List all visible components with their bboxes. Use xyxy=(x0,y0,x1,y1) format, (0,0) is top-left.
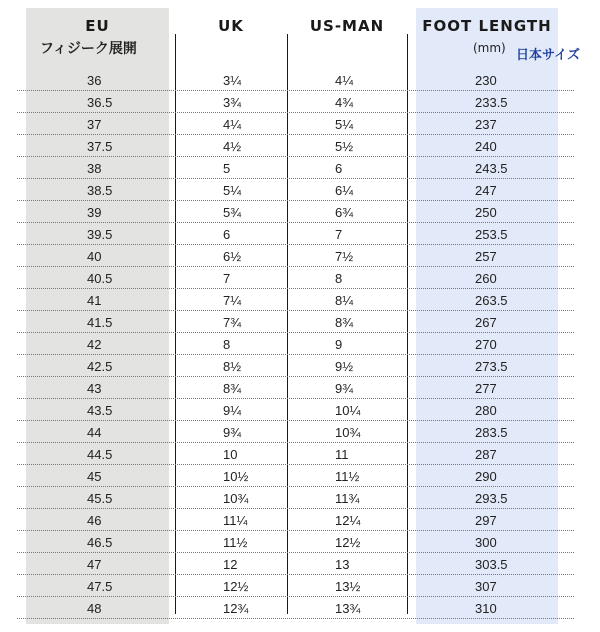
us-size-cell: 5½ xyxy=(335,139,354,154)
foot-length-cell: 270 xyxy=(475,337,497,352)
row-separator xyxy=(17,618,574,619)
uk-size-cell: 10 xyxy=(223,447,238,462)
uk-size-cell: 12¾ xyxy=(223,601,249,616)
foot-length-cell: 250 xyxy=(475,205,497,220)
foot-length-cell: 233.5 xyxy=(475,95,508,110)
eu-size-cell: 42.5 xyxy=(87,359,113,374)
us-size-cell: 9½ xyxy=(335,359,354,374)
table-row xyxy=(17,245,574,267)
us-size-cell: 4¾ xyxy=(335,95,354,110)
uk-size-cell: 12 xyxy=(223,557,238,572)
table-row xyxy=(17,91,574,113)
uk-size-cell: 9¾ xyxy=(223,425,242,440)
japan-size-label: 日本サイズ xyxy=(516,48,580,63)
foot-length-cell: 273.5 xyxy=(475,359,508,374)
table-row xyxy=(17,267,574,289)
foot-length-cell: 287 xyxy=(475,447,497,462)
uk-size-cell: 12½ xyxy=(223,579,249,594)
table-row xyxy=(17,355,574,377)
uk-size-cell: 5¼ xyxy=(223,183,242,198)
us-size-cell: 7 xyxy=(335,227,343,242)
table-row xyxy=(17,487,574,509)
us-size-cell: 6 xyxy=(335,161,343,176)
us-size-cell: 8¼ xyxy=(335,293,354,308)
us-size-cell: 8 xyxy=(335,271,343,286)
table-row xyxy=(17,333,574,355)
us-size-cell: 11¾ xyxy=(335,491,360,506)
us-size-cell: 13¾ xyxy=(335,601,361,616)
foot-length-cell: 277 xyxy=(475,381,497,396)
uk-size-cell: 7 xyxy=(223,271,231,286)
table-row xyxy=(17,399,574,421)
foot-length-cell: 253.5 xyxy=(475,227,508,242)
uk-size-cell: 10½ xyxy=(223,469,249,484)
eu-size-cell: 43.5 xyxy=(87,403,113,418)
us-size-cell: 12¼ xyxy=(335,513,361,528)
eu-size-cell: 37.5 xyxy=(87,139,113,154)
uk-size-cell: 5¾ xyxy=(223,205,242,220)
eu-size-cell: 44 xyxy=(87,425,102,440)
table-row xyxy=(17,531,574,553)
header-foot-length: FOOT LENGTH xyxy=(422,17,552,35)
us-size-cell: 9¾ xyxy=(335,381,354,396)
uk-size-cell: 4½ xyxy=(223,139,242,154)
eu-size-cell: 39 xyxy=(87,205,102,220)
us-size-cell: 5¼ xyxy=(335,117,354,132)
foot-length-cell: 257 xyxy=(475,249,497,264)
uk-size-cell: 10¾ xyxy=(223,491,249,506)
eu-size-cell: 45 xyxy=(87,469,102,484)
uk-size-cell: 9¼ xyxy=(223,403,242,418)
foot-length-cell: 240 xyxy=(475,139,497,154)
foot-length-cell: 310 xyxy=(475,601,497,616)
uk-size-cell: 8½ xyxy=(223,359,242,374)
table-row xyxy=(17,223,574,245)
foot-length-cell: 297 xyxy=(475,513,497,528)
uk-size-cell: 6 xyxy=(223,227,231,242)
foot-length-cell: 280 xyxy=(475,403,497,418)
table-row xyxy=(17,443,574,465)
us-size-cell: 13 xyxy=(335,557,350,572)
table-row xyxy=(17,575,574,597)
table-row xyxy=(17,69,574,91)
table-row xyxy=(17,553,574,575)
us-size-cell: 11 xyxy=(335,447,349,462)
eu-size-cell: 38 xyxy=(87,161,102,176)
table-row xyxy=(17,311,574,333)
us-size-cell: 10¼ xyxy=(335,403,361,418)
uk-size-cell: 11¼ xyxy=(223,513,248,528)
foot-length-cell: 290 xyxy=(475,469,497,484)
us-size-cell: 4¼ xyxy=(335,73,354,88)
header-us-man: US-MAN xyxy=(309,17,385,35)
table-row xyxy=(17,201,574,223)
table-row xyxy=(17,289,574,311)
eu-size-cell: 36 xyxy=(87,73,102,88)
uk-size-cell: 3¾ xyxy=(223,95,242,110)
uk-size-cell: 8¾ xyxy=(223,381,242,396)
eu-size-cell: 47 xyxy=(87,557,102,572)
uk-size-cell: 7¼ xyxy=(223,293,242,308)
table-row xyxy=(17,135,574,157)
us-size-cell: 6¼ xyxy=(335,183,354,198)
eu-size-cell: 44.5 xyxy=(87,447,113,462)
eu-size-cell: 46.5 xyxy=(87,535,113,550)
us-size-cell: 9 xyxy=(335,337,343,352)
eu-size-cell: 41 xyxy=(87,293,102,308)
table-row xyxy=(17,465,574,487)
foot-length-cell: 300 xyxy=(475,535,497,550)
foot-length-cell: 237 xyxy=(475,117,497,132)
eu-size-cell: 36.5 xyxy=(87,95,113,110)
eu-size-cell: 45.5 xyxy=(87,491,113,506)
table-row xyxy=(17,421,574,443)
foot-length-cell: 267 xyxy=(475,315,497,330)
us-size-cell: 12½ xyxy=(335,535,361,550)
eu-size-cell: 41.5 xyxy=(87,315,113,330)
foot-length-cell: 303.5 xyxy=(475,557,508,572)
table-row xyxy=(17,179,574,201)
uk-size-cell: 6½ xyxy=(223,249,242,264)
eu-size-cell: 38.5 xyxy=(87,183,113,198)
us-size-cell: 11½ xyxy=(335,469,360,484)
eu-size-cell: 42 xyxy=(87,337,102,352)
eu-size-cell: 48 xyxy=(87,601,102,616)
uk-size-cell: 5 xyxy=(223,161,231,176)
foot-length-cell: 293.5 xyxy=(475,491,508,506)
table-row xyxy=(17,377,574,399)
uk-size-cell: 11½ xyxy=(223,535,248,550)
header-eu: EU xyxy=(85,17,110,35)
foot-length-cell: 243.5 xyxy=(475,161,508,176)
us-size-cell: 8¾ xyxy=(335,315,354,330)
uk-size-cell: 7¾ xyxy=(223,315,242,330)
us-size-cell: 10¾ xyxy=(335,425,361,440)
eu-subtitle: フィジーク展開 xyxy=(40,41,137,57)
us-size-cell: 13½ xyxy=(335,579,361,594)
foot-length-unit: (mm) xyxy=(473,41,506,55)
uk-size-cell: 8 xyxy=(223,337,231,352)
foot-length-cell: 263.5 xyxy=(475,293,508,308)
eu-size-cell: 40.5 xyxy=(87,271,113,286)
eu-size-cell: 37 xyxy=(87,117,102,132)
table-row xyxy=(17,113,574,135)
foot-length-cell: 283.5 xyxy=(475,425,508,440)
eu-size-cell: 39.5 xyxy=(87,227,113,242)
table-row xyxy=(17,157,574,179)
foot-length-cell: 260 xyxy=(475,271,497,286)
foot-length-cell: 307 xyxy=(475,579,497,594)
eu-size-cell: 47.5 xyxy=(87,579,113,594)
table-row xyxy=(17,509,574,531)
us-size-cell: 6¾ xyxy=(335,205,354,220)
us-size-cell: 7½ xyxy=(335,249,354,264)
foot-length-cell: 230 xyxy=(475,73,497,88)
eu-size-cell: 40 xyxy=(87,249,102,264)
uk-size-cell: 4¼ xyxy=(223,117,242,132)
eu-size-cell: 46 xyxy=(87,513,102,528)
header-uk: UK xyxy=(218,17,244,35)
foot-length-cell: 247 xyxy=(475,183,497,198)
eu-size-cell: 43 xyxy=(87,381,102,396)
table-row xyxy=(17,597,574,619)
uk-size-cell: 3¼ xyxy=(223,73,242,88)
